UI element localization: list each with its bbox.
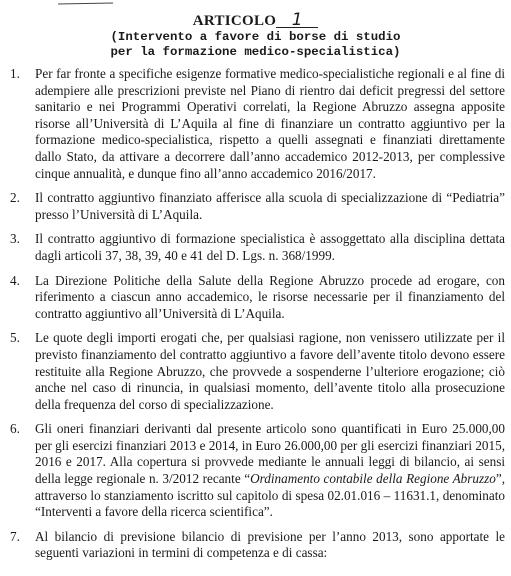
paragraph-text: Al bilancio di previsione bilancio di previsione per l’anno 2013, sono apportate le seguenti variazioni in termini di competenza e di cassa: [35,528,505,561]
paragraph-text: La Direzione Politiche della Salute della Regione Abruzzo procede ad erogare, con riferimento a ciascun anno accademico, le risorse necessarie per il finanziamento del contratto aggiuntivo all’Università di L’Aquila. [35,272,505,321]
paragraph-text: Il contratto aggiuntivo finanziato afferisce alla scuola di specializzazione di “Pediatria” presso l’Università di L’Aquila. [35,190,505,222]
paragraph-text-part: Gli oneri finanziari derivanti dal presente articolo sono quantificati in Euro 25.000,00 per gli esercizi finanziari 2013 e 2014, in Euro 26.000,00 per gli esercizi finanziari 2015, 2016 e 2017. Alla copertura si provvede mediante le annuali leggi di bilancio, ai sensi della legge regionale n. 3/2012 recante “ [35,421,505,487]
article-heading [0,12,511,30]
paragraph-item-2 [10,190,505,223]
article-paragraph-list [10,66,505,570]
paragraph-number: 6. [10,421,20,437]
paragraph-number: 2. [10,190,20,206]
paragraph-item-6 [10,421,505,521]
paragraph-number: 3. [10,231,20,247]
article-subtitle-line2: per la formazione medico-specialistica) [110,45,401,59]
paragraph-item-7 [10,529,505,562]
paragraph-text: Le quote degli importi erogati che, per qualsiasi ragione, non venissero utilizzate per il previsto finanziamento del contratto aggiuntivo a favore dell’avente titolo devono essere restituite alla Regione Abruzzo, che provvede a sospenderne l’ulteriore erogazione; ciò anche nel caso di rinuncia, in qualsiasi momento, dell’avente titolo alla prosecuzione della frequenza del corso di specializzazione. [35,330,505,412]
paragraph-item-4 [10,273,505,323]
article-subtitle-line1: (Intervento a favore di borse di studio [110,30,401,44]
paragraph-number: 4. [10,272,20,288]
paragraph-item-1 [10,66,505,182]
paragraph-item-5 [10,330,505,413]
paragraph-text-part: ”, attraverso lo stanziamento iscritto sul capitolo di spesa 02.01.016 – 11631.1, denominato “Interventi a favore della ricerca scientifica”. [35,471,506,520]
paragraph-number: 1. [10,66,20,81]
paragraph-text [35,421,505,519]
article-number-handwritten: 1 [276,13,318,28]
paragraph-text: Per far fronte a specifiche esigenze formative medico-specialistiche regionali e al fine di adempiere alle prescrizioni previste nel Piano di rientro dai deficit pregressi del settore sanitario e nei Programmi Operativi correlati, la Regione Abruzzo assegna apposite risorse all’Università di L’Aquila al fine di finanziare un contratto aggiuntivo per la formazione medico-specialistica, rispetto a quelli assegnati e finanziati direttamente dallo Stato, da attivare a decorrere dall’anno accademico 2012-2013, per complessive cinque annualità, e dunque fino all’anno accademico 2016/2017. [35,66,505,181]
paragraph-number: 5. [10,330,20,346]
paragraph-number: 7. [10,528,20,544]
article-title [192,10,319,30]
paragraph-item-3 [10,231,505,264]
article-title-text: ARTICOLO [192,13,277,29]
paragraph-text: Il contratto aggiuntivo di formazione specialistica è assoggettato alla disciplina dettata dagli articoli 37, 38, 39, 40 e 41 del D. Lgs. n. 368/1999. [35,231,505,263]
cited-law-title: Ordinamento contabile della Regione Abruzzo [250,471,496,487]
top-scribble-mark [58,0,113,4]
